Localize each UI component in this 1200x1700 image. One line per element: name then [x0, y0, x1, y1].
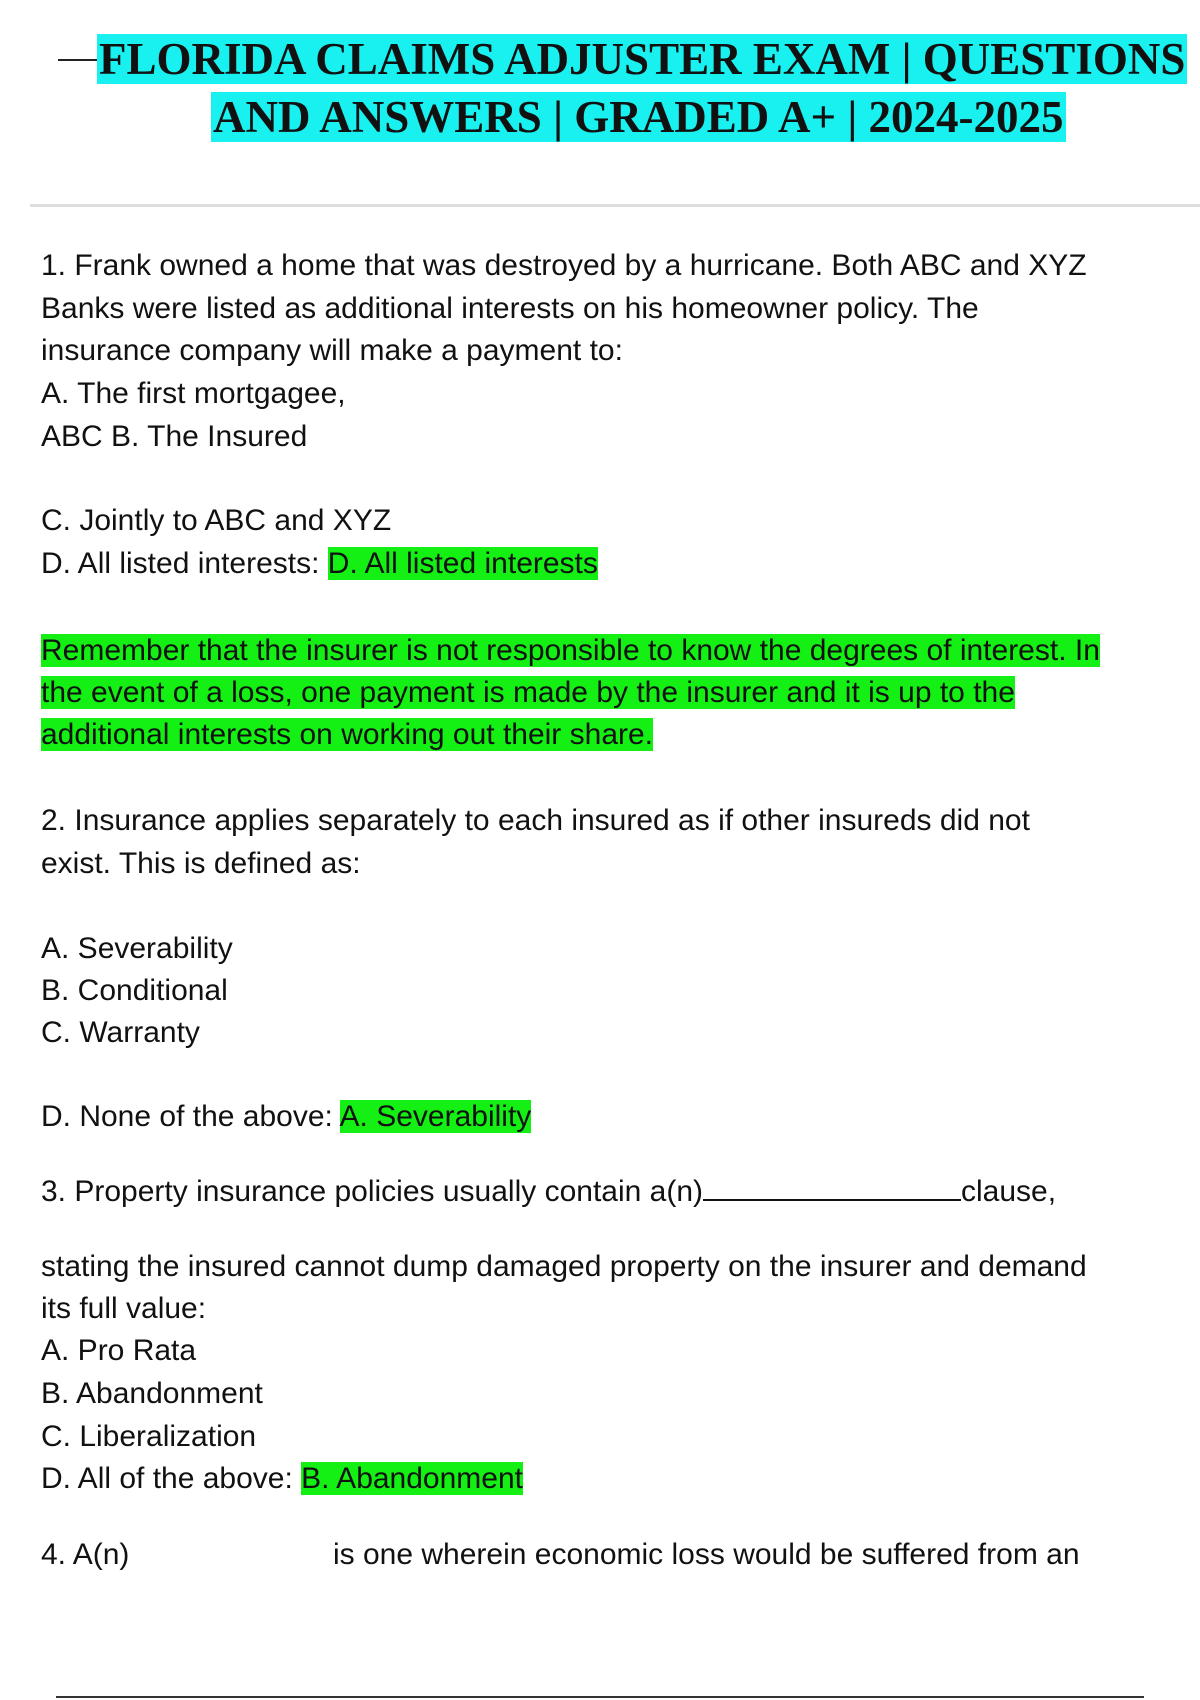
q1-explanation-line-3-text: additional interests on working out their share. [41, 718, 654, 751]
q3-option-c: C. Liberalization [41, 1420, 257, 1453]
q1-explanation-line-1-text: Remember that the insurer is not responsible to know the degrees of interest. In [41, 634, 1100, 667]
q2-text-line-1: 2. Insurance applies separately to each insured as if other insureds did not [41, 804, 1030, 837]
q1-option-d [41, 543, 598, 585]
q3-text-end: clause, [961, 1175, 1057, 1208]
q1-option-c: C. Jointly to ABC and XYZ [41, 504, 392, 537]
q2-option-c: C. Warranty [41, 1016, 200, 1049]
title-dash [58, 59, 98, 61]
title-line-1 [97, 34, 1187, 84]
q2-answer: A. Severability [339, 1100, 532, 1133]
q4-text-rest: is one wherein economic loss would be suffered from an [333, 1538, 1080, 1571]
title-line-2-text: AND ANSWERS | GRADED A+ | 2024-2025 [213, 92, 1064, 142]
q3-text-line-1 [41, 1171, 1056, 1213]
q3-text-line-2: stating the insured cannot dump damaged property on the insurer and demand [41, 1250, 1087, 1283]
header-divider [30, 204, 1200, 207]
title-line-1-text: FLORIDA CLAIMS ADJUSTER EXAM | QUESTIONS [99, 34, 1186, 84]
q1-explanation-line-1 [41, 630, 1100, 672]
q3-fill-in-blank [703, 1171, 961, 1201]
q1-explanation-line-3 [41, 714, 653, 756]
q1-option-b: ABC B. The Insured [41, 420, 308, 453]
q1-option-a: A. The first mortgagee, [41, 377, 346, 410]
q4-text-start: 4. A(n) [41, 1538, 130, 1571]
q2-option-b: B. Conditional [41, 974, 228, 1007]
q2-text-line-2: exist. This is defined as: [41, 847, 361, 880]
q1-text-line-1: 1. Frank owned a home that was destroyed by a hurricane. Both ABC and XYZ [41, 249, 1087, 282]
q2-option-d-text: D. None of the above: [41, 1100, 340, 1133]
q2-option-a: A. Severability [41, 932, 233, 965]
q1-option-d-text: D. All listed interests: [41, 547, 328, 580]
q1-explanation-line-2-text: the event of a loss, one payment is made by the insurer and it is up to the [41, 676, 1015, 709]
q3-option-a: A. Pro Rata [41, 1334, 197, 1367]
q3-option-b: B. Abandonment [41, 1377, 263, 1410]
q1-text-line-2: Banks were listed as additional interests on his homeowner policy. The [41, 292, 979, 325]
q3-text-start: 3. Property insurance policies usually contain a(n) [41, 1175, 704, 1208]
q2-option-d [41, 1096, 531, 1138]
q1-explanation-line-2 [41, 672, 1015, 714]
title-line-2 [211, 92, 1066, 142]
q3-option-d [41, 1458, 523, 1500]
footer-divider [56, 1696, 1144, 1698]
q3-text-line-3: its full value: [41, 1292, 207, 1325]
q3-option-d-text: D. All of the above: [41, 1462, 302, 1495]
q3-answer: B. Abandonment [301, 1462, 523, 1495]
q1-text-line-3: insurance company will make a payment to: [41, 334, 623, 367]
q1-answer: D. All listed interests [327, 547, 598, 580]
